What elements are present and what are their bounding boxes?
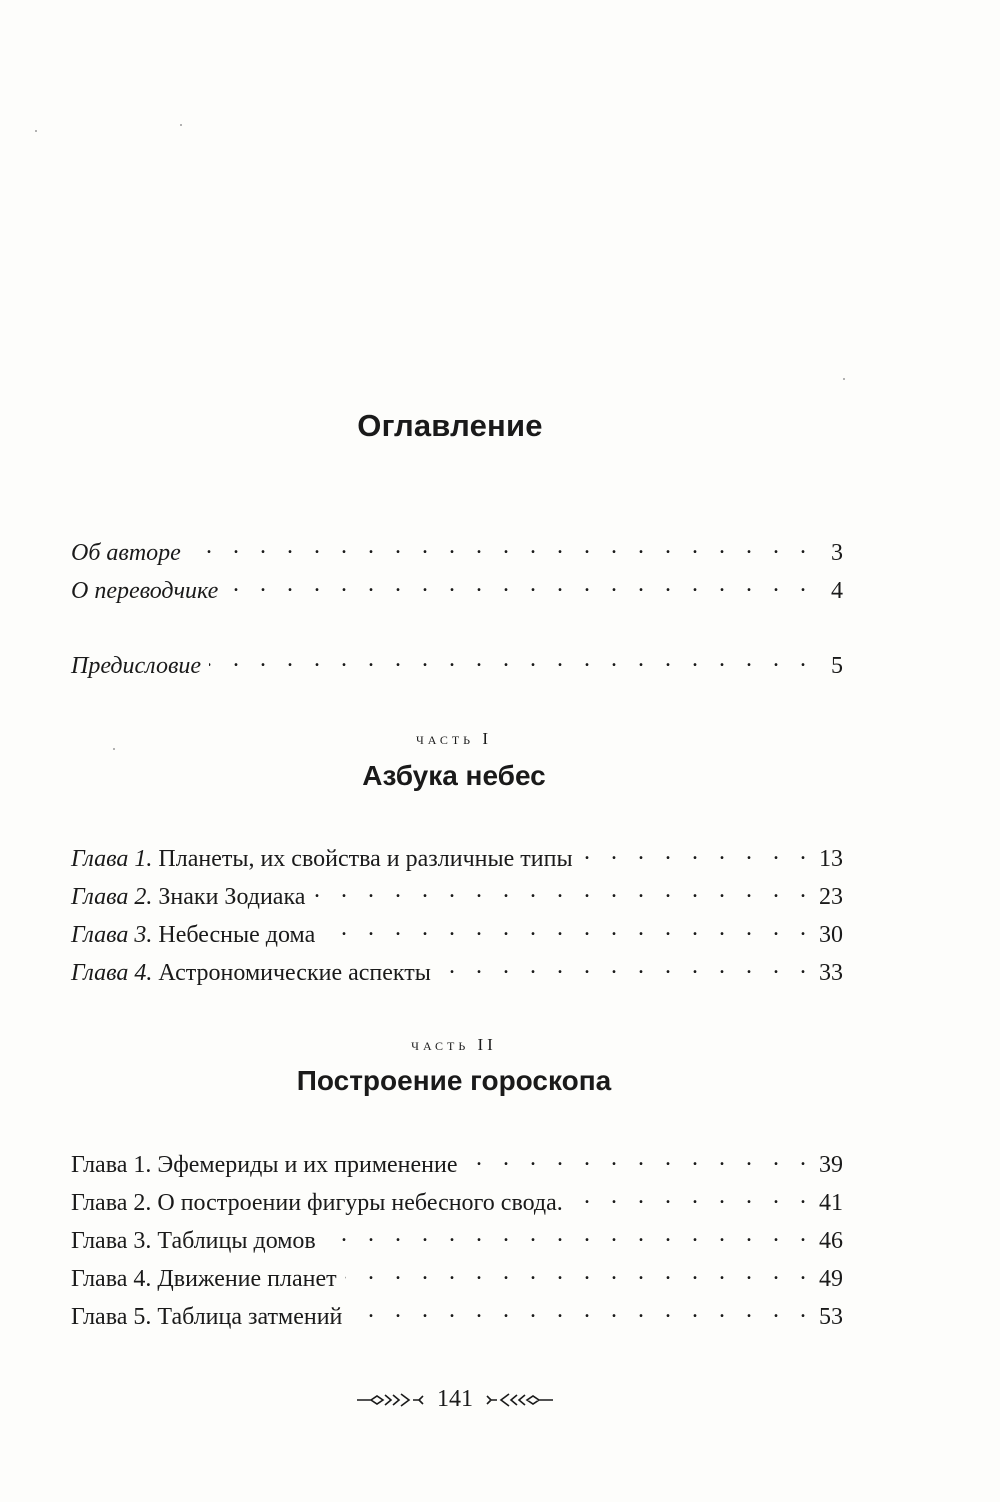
toc-entry-page: 5 (831, 653, 843, 679)
toc-entry-label: О переводчике (71, 578, 219, 604)
leader-dots (345, 1259, 809, 1286)
toc-entry[interactable] (71, 1145, 843, 1181)
chapter-prefix: Глава 1. (71, 846, 153, 872)
chapter-title: Планеты, их свойства и различные типы (158, 846, 573, 872)
scan-speck (35, 130, 37, 132)
leader-dots (350, 1297, 809, 1324)
chapter-title: Эфемериды и их применение (157, 1152, 458, 1178)
page-number-footer (0, 1386, 910, 1413)
leader-dots (313, 877, 809, 904)
toc-entry-page: 3 (831, 540, 843, 566)
scan-speck (843, 378, 845, 380)
toc-entry[interactable] (71, 1221, 843, 1257)
toc-entry[interactable] (71, 1297, 843, 1333)
toc-entry-page: 46 (819, 1228, 843, 1254)
leader-dots (571, 1183, 809, 1210)
chapter-prefix: Глава 2. (71, 1190, 152, 1216)
toc-entry-page: 49 (819, 1266, 843, 1292)
leader-dots (439, 953, 809, 980)
chapter-title: Движение планет (157, 1266, 337, 1292)
toc-entry[interactable] (71, 877, 843, 913)
leader-dots (323, 915, 809, 942)
chapter-prefix: Глава 3. (71, 922, 153, 948)
toc-entry-page: 41 (819, 1190, 843, 1216)
leader-dots (226, 571, 809, 598)
page-number: 141 (437, 1386, 473, 1412)
toc-entry[interactable] (71, 953, 843, 989)
part-label: часть I (415, 729, 492, 748)
chapter-title: Таблица затмений (157, 1304, 343, 1330)
leader-dots (581, 839, 809, 866)
chapter-prefix: Глава 4. (71, 960, 153, 986)
toc-entry-label: Предисловие (71, 653, 202, 679)
toc-entry-about-author[interactable] (71, 533, 843, 569)
toc-entry-page: 39 (819, 1152, 843, 1178)
chapter-prefix: Глава 5. (71, 1304, 152, 1330)
toc-entry[interactable] (71, 839, 843, 875)
leader-dots (209, 646, 809, 673)
toc-entry-preface[interactable] (71, 646, 843, 682)
toc-entry[interactable] (71, 915, 843, 951)
part-title: Азбука небес (362, 760, 546, 791)
chapter-prefix: Глава 3. (71, 1228, 152, 1254)
chapter-prefix: Глава 4. (71, 1266, 152, 1292)
toc-entry-page: 13 (819, 846, 843, 872)
chapter-prefix: Глава 2. (71, 884, 153, 910)
toc-entry-label: Об авторе (71, 540, 181, 566)
toc-entry[interactable] (71, 1183, 843, 1219)
chapter-prefix: Глава 1. (71, 1152, 152, 1178)
leader-dots (466, 1145, 810, 1172)
part-label: часть II (411, 1035, 497, 1054)
chapter-title: О построении фигуры небесного свода. (157, 1190, 563, 1216)
leader-dots (189, 533, 809, 560)
toc-entry-page: 30 (819, 922, 843, 948)
chapter-title: Небесные дома (158, 922, 316, 948)
toc-entry[interactable] (71, 1259, 843, 1295)
chapter-title: Астрономические аспекты (158, 960, 431, 986)
page-title: Оглавление (357, 408, 543, 443)
toc-entry-page: 4 (831, 578, 843, 604)
chapter-title: Знаки Зодиака (158, 884, 306, 910)
part-title: Построение гороскопа (296, 1065, 612, 1096)
toc-entry-about-translator[interactable] (71, 571, 843, 607)
chapter-title: Таблицы домов (157, 1228, 316, 1254)
ornament-left-icon (355, 1391, 425, 1409)
leader-dots (324, 1221, 809, 1248)
toc-entry-page: 23 (819, 884, 843, 910)
toc-entry-page: 33 (819, 960, 843, 986)
scan-speck (180, 124, 182, 126)
toc-entry-page: 53 (819, 1304, 843, 1330)
ornament-right-icon (485, 1391, 555, 1409)
